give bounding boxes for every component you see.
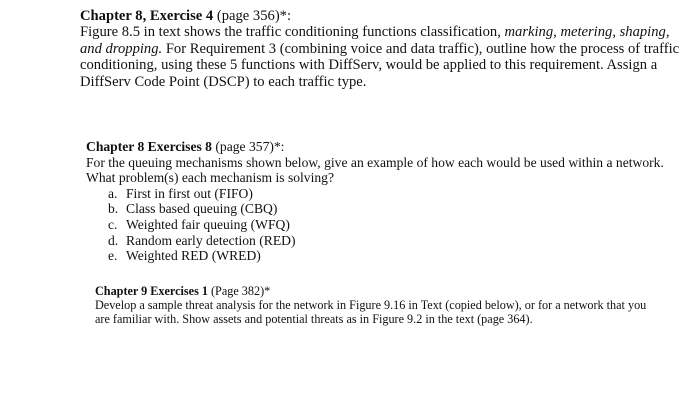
list-item xyxy=(108,186,666,202)
body-text-b: For Requirement 3 (combining voice and data traffic), outline how the process of traffic conditioning, using these 5 functions with DiffServ, would be applied to this requirement. Assign a DiffServ Code Point (DSCP) to each traffic type. xyxy=(80,40,680,90)
body-text-italic: marking, metering, shaping, and dropping. xyxy=(80,24,670,57)
list-item xyxy=(108,201,666,217)
list-item-text: Weighted RED (WRED) xyxy=(126,248,261,264)
queuing-mechanism-list xyxy=(86,186,666,264)
section-title xyxy=(86,139,666,155)
list-marker: a. xyxy=(108,185,118,201)
list-item xyxy=(108,217,666,233)
section-title-rest: (page 357)*: xyxy=(211,139,285,154)
exercise-section-ch8-ex8 xyxy=(86,139,666,264)
section-title xyxy=(95,284,655,298)
section-body: For the queuing mechanisms shown below, give an example of how each would be used within a network. What problem(s) each mechanism is solving? xyxy=(86,154,664,186)
list-item-text: First in first out (FIFO) xyxy=(126,185,253,201)
list-marker: c. xyxy=(108,216,118,232)
section-body: Develop a sample threat analysis for the network in Figure 9.16 in Text (copied below), or for a network that you are familiar with. Show assets and potential threats as in Figure 9.2 in the text (page 364). xyxy=(95,298,647,327)
list-marker: b. xyxy=(108,201,119,217)
list-item-text: Weighted fair queuing (WFQ) xyxy=(126,216,290,232)
list-item xyxy=(108,248,666,264)
section-title-bold: Chapter 9 Exercises 1 xyxy=(95,284,208,298)
section-title-bold: Chapter 8, Exercise 4 xyxy=(80,8,214,24)
section-body xyxy=(80,24,680,90)
list-marker: d. xyxy=(108,232,119,248)
exercise-section-ch8-ex4 xyxy=(80,8,680,90)
section-title xyxy=(80,8,680,24)
list-item-text: Random early detection (RED) xyxy=(126,232,296,248)
list-item xyxy=(108,233,666,249)
body-text-a: Figure 8.5 in text shows the traffic conditioning functions classification, xyxy=(80,24,505,41)
section-title-rest: (page 356)*: xyxy=(213,8,292,24)
list-item-text: Class based queuing (CBQ) xyxy=(126,201,278,217)
section-title-rest: (Page 382)* xyxy=(207,284,271,298)
section-title-bold: Chapter 8 Exercises 8 xyxy=(86,139,212,154)
list-marker: e. xyxy=(108,248,118,264)
exercise-section-ch9-ex1 xyxy=(95,284,655,327)
